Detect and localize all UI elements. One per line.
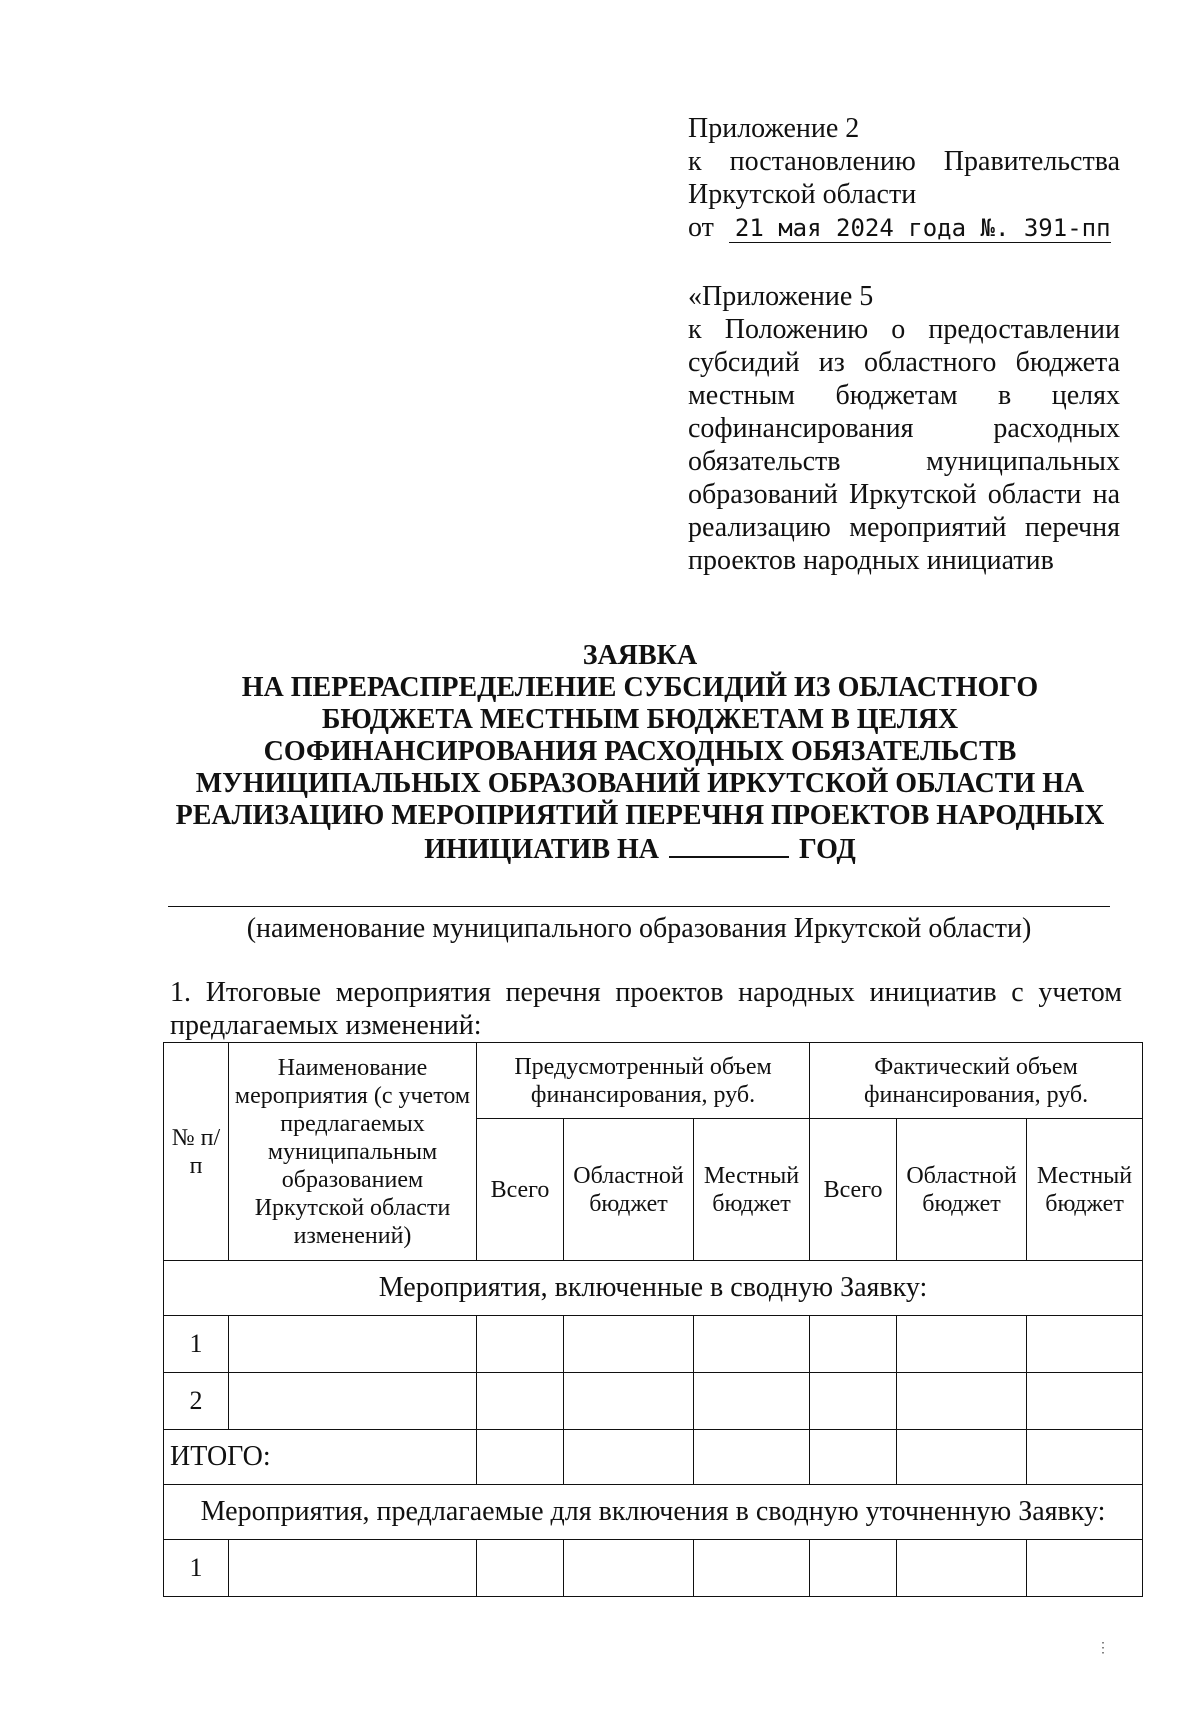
approval-date-prefix: от xyxy=(688,212,714,243)
section-row-included xyxy=(164,1261,1143,1316)
table-cell xyxy=(897,1430,1027,1485)
annex-line: реализацию мероприятий перечня xyxy=(688,512,1120,543)
table-cell xyxy=(694,1316,810,1373)
title-last-before: ИНИЦИАТИВ НА xyxy=(424,834,660,865)
table-cell xyxy=(477,1373,564,1430)
table-cell xyxy=(564,1373,694,1430)
table-cell xyxy=(810,1430,897,1485)
actual-local-header: Местный бюджет xyxy=(1027,1119,1143,1261)
scan-specks: ⋮ xyxy=(1096,1641,1110,1656)
year-blank xyxy=(669,832,789,858)
table-cell xyxy=(564,1316,694,1373)
table-cell xyxy=(1027,1540,1143,1597)
table-cell xyxy=(694,1373,810,1430)
title-line: ЗАЯВКА xyxy=(582,640,698,671)
approval-block xyxy=(688,112,1120,244)
title-line: НА ПЕРЕРАСПРЕДЕЛЕНИЕ СУБСИДИЙ ИЗ ОБЛАСТНОГО xyxy=(241,672,1039,703)
section-1-heading xyxy=(170,976,1122,1042)
title-line: МУНИЦИПАЛЬНЫХ ОБРАЗОВАНИЙ ИРКУТСКОЙ ОБЛАСТИ НА xyxy=(195,768,1085,799)
title-line: БЮДЖЕТА МЕСТНЫМ БЮДЖЕТАМ В ЦЕЛЯХ xyxy=(321,704,959,735)
table-cell xyxy=(229,1316,477,1373)
actual-total-header: Всего xyxy=(810,1119,897,1261)
annex-line: к Положению о предоставлении xyxy=(688,314,1120,345)
table-row xyxy=(164,1540,1143,1597)
table-cell xyxy=(564,1540,694,1597)
table-header-row xyxy=(164,1043,1143,1119)
row-number: 1 xyxy=(164,1540,229,1597)
table-cell xyxy=(810,1316,897,1373)
table-cell xyxy=(477,1540,564,1597)
table-cell xyxy=(1027,1430,1143,1485)
approval-line-2: к постановлению Правительства xyxy=(688,146,1120,177)
table-cell xyxy=(694,1430,810,1485)
annex-block xyxy=(688,280,1120,577)
annex-line: «Приложение 5 xyxy=(688,281,874,312)
annex-line: субсидий из областного бюджета xyxy=(688,347,1120,378)
table-cell xyxy=(810,1540,897,1597)
title-line: СОФИНАНСИРОВАНИЯ РАСХОДНЫХ ОБЯЗАТЕЛЬСТВ xyxy=(263,736,1017,767)
document-title xyxy=(150,640,1130,866)
annex-line: местным бюджетам в целях xyxy=(688,380,1120,411)
actual-group-header: Фактический объем финансирования, руб. xyxy=(810,1043,1143,1119)
table-cell xyxy=(694,1540,810,1597)
planned-total-header: Всего xyxy=(477,1119,564,1261)
annex-line: проектов народных инициатив xyxy=(688,545,1054,576)
approval-date-fill: 21 мая 2024 года №. 391-пп xyxy=(729,214,1111,243)
municipality-caption: (наименование муниципального образования Иркутской области) xyxy=(246,913,1032,944)
table-cell xyxy=(897,1316,1027,1373)
table-cell xyxy=(229,1373,477,1430)
row-number: 2 xyxy=(164,1373,229,1430)
title-last-line xyxy=(150,832,1130,866)
table-cell xyxy=(564,1430,694,1485)
annex-line: образований Иркутской области на xyxy=(688,479,1120,510)
title-last-after: ГОД xyxy=(799,834,856,865)
approval-line-3: Иркутской области xyxy=(688,179,917,210)
section-included-label: Мероприятия, включенные в сводную Заявку: xyxy=(164,1261,1143,1316)
section-row-proposed xyxy=(164,1485,1143,1540)
annex-line: софинансирования расходных xyxy=(688,413,1120,444)
actual-regional-header: Областной бюджет xyxy=(897,1119,1027,1261)
municipality-name-line xyxy=(168,906,1110,907)
approval-date-line xyxy=(688,211,1120,244)
table-cell xyxy=(810,1373,897,1430)
section-1-line-1: 1. Итоговые мероприятия перечня проектов народных инициатив с учетом xyxy=(170,977,1122,1008)
table-cell xyxy=(229,1540,477,1597)
planned-regional-header: Областной бюджет xyxy=(564,1119,694,1261)
approval-line-1: Приложение 2 xyxy=(688,113,860,144)
table-row xyxy=(164,1373,1143,1430)
table-cell xyxy=(1027,1316,1143,1373)
table-cell xyxy=(477,1430,564,1485)
title-line: РЕАЛИЗАЦИЮ МЕРОПРИЯТИЙ ПЕРЕЧНЯ ПРОЕКТОВ НАРОДНЫХ xyxy=(175,800,1105,831)
table-row xyxy=(164,1316,1143,1373)
annex-line: обязательств муниципальных xyxy=(688,446,1120,477)
total-label: ИТОГО: xyxy=(164,1430,477,1485)
row-number: 1 xyxy=(164,1316,229,1373)
section-1-line-2: предлагаемых изменений: xyxy=(170,1010,482,1041)
table-cell xyxy=(1027,1373,1143,1430)
planned-group-header: Предусмотренный объем финансирования, руб. xyxy=(477,1043,810,1119)
table-cell xyxy=(897,1540,1027,1597)
section-proposed-label: Мероприятия, предлагаемые для включения в сводную уточненную Заявку: xyxy=(164,1485,1143,1540)
col-name-header: Наименование мероприятия (с учетом предлагаемых муниципальным образованием Иркутской области изменений) xyxy=(229,1043,477,1261)
planned-local-header: Местный бюджет xyxy=(694,1119,810,1261)
col-number-header: № п/п xyxy=(164,1043,229,1261)
table-cell xyxy=(477,1316,564,1373)
total-row xyxy=(164,1430,1143,1485)
table-cell xyxy=(897,1373,1027,1430)
activities-table xyxy=(163,1042,1143,1597)
